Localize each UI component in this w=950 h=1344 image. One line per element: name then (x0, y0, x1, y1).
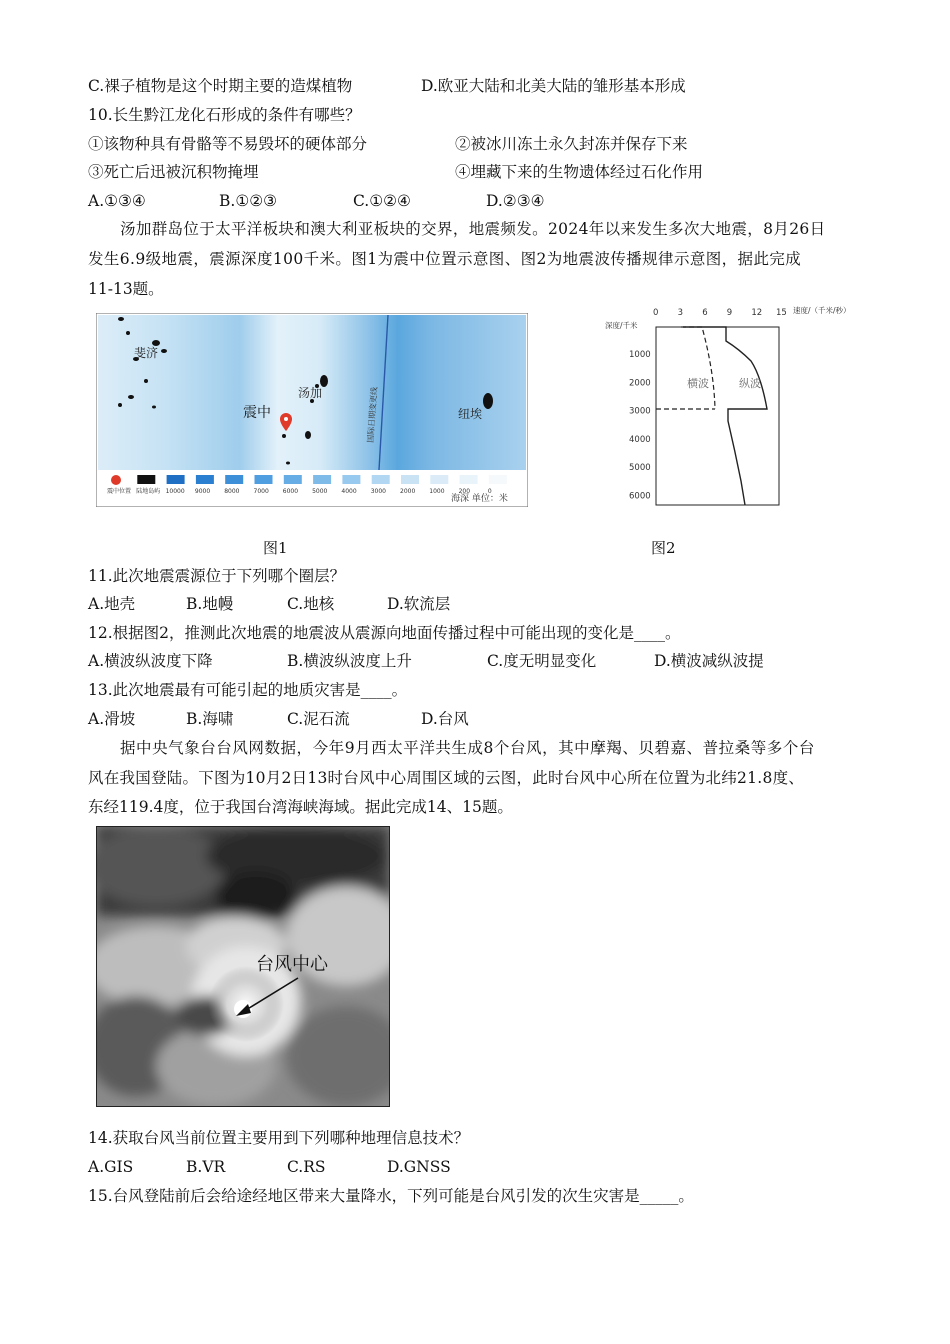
q13-option-d: D.台风 (421, 710, 469, 728)
y-tick-label: 2000 (629, 378, 651, 389)
x-tick-label: 9 (726, 308, 733, 318)
legend-swatch (342, 475, 360, 484)
q10-option-d: D.②③④ (486, 192, 545, 210)
label-epicenter: 震中 (243, 405, 271, 421)
q9-option-c: C.裸子植物是这个时期主要的造煤植物 (88, 77, 353, 95)
legend-label: 0 (487, 488, 492, 495)
q14-option-d: D.GNSS (387, 1158, 451, 1176)
y-tick-label: 4000 (629, 434, 651, 445)
legend-swatch (401, 475, 419, 484)
q11-stem: 11.此次地震震源位于下列哪个圈层？ (88, 567, 346, 585)
q11-option-c: C.地核 (287, 595, 335, 613)
legend-swatch (430, 475, 448, 484)
legend-label: 1000 (429, 488, 445, 495)
q13-option-a: A.滑坡 (88, 710, 136, 728)
q13-option-c: C.泥石流 (287, 710, 350, 728)
q10-option-b: B.①②③ (219, 192, 278, 210)
label-p-wave: 纵波 (739, 377, 761, 390)
q10-item-1: ①该物种具有骨骼等不易毁坏的硬体部分 (88, 135, 368, 153)
figure2-seismic-wave-chart (601, 301, 861, 517)
q11-option-d: D.软流层 (387, 595, 451, 613)
label-s-wave: 横波 (687, 377, 709, 390)
legend-label: 2000 (400, 488, 416, 495)
legend-label: 5000 (312, 488, 328, 495)
label-fiji: 斐济 (134, 346, 159, 360)
legend-label: 6000 (282, 488, 299, 495)
legend-unit: 海深 单位：米 (451, 494, 508, 504)
q11-option-b: B.地幔 (186, 595, 234, 613)
legend-swatch (284, 475, 302, 484)
legend-swatch (313, 475, 331, 484)
legend-label: 10000 (165, 488, 185, 495)
q10-item-2: ②被冰川冻土永久封冻并保存下来 (455, 135, 688, 153)
legend-label: 4000 (341, 488, 357, 495)
label-tonga: 汤加 (298, 386, 323, 400)
q11-option-a: A.地壳 (88, 595, 136, 613)
legend-swatch (255, 475, 273, 484)
figure2-caption: 图2 (651, 539, 676, 557)
legend-swatch (137, 475, 155, 484)
q10-item-4: ④埋藏下来的生物遗体经过石化作用 (455, 163, 704, 181)
label-niue: 纽埃 (458, 407, 483, 421)
y-tick-labels (629, 350, 651, 502)
q14-option-b: B.VR (186, 1158, 226, 1176)
y-tick-label: 6000 (629, 491, 651, 502)
q12-option-b: B.横波纵波度上升 (287, 652, 412, 670)
legend-label: 震中位置 (107, 488, 132, 495)
x-tick-label: 0 (653, 308, 659, 318)
label-dateline: 国际日期变更线 (366, 386, 379, 444)
y-tick-label: 5000 (629, 463, 651, 474)
legend-swatch (167, 475, 185, 484)
legend-label: 3000 (370, 488, 386, 495)
x-tick-label: 12 (751, 308, 763, 318)
x-tick-label: 6 (702, 308, 708, 318)
q15-stem: 15.台风登陆前后会给途经地区带来大量降水，下列可能是台风引发的次生灾害是_____。 (88, 1187, 694, 1205)
legend-label: 7000 (253, 488, 269, 495)
s-wave-curve (681, 327, 715, 409)
legend-swatch (111, 475, 121, 485)
q9-option-d: D.欧亚大陆和北美大陆的雏形基本形成 (421, 77, 686, 95)
legend-swatch (372, 475, 390, 484)
q13-stem: 13.此次地震最有可能引起的地质灾害是____。 (88, 681, 408, 699)
q14-stem: 14.获取台风当前位置主要用到下列哪种地理信息技术？ (88, 1129, 470, 1147)
legend-label: 200 (458, 488, 471, 495)
passage1-line2: 发生6.9级地震，震源深度100千米。图1为震中位置示意图、图2为地震波传播规律示意图，据此完成 (88, 250, 802, 268)
figure1-caption: 图1 (263, 539, 288, 557)
q10-option-a: A.①③④ (88, 192, 146, 210)
typhoon-center-label: 台风中心 (256, 954, 328, 975)
figure1-epicenter-map (96, 313, 528, 511)
legend-label: 8000 (224, 488, 240, 495)
passage2-line2: 风在我国登陆。下图为10月2日13时台风中心周围区域的云图，此时台风中心所在位置为北纬21.8度、 (88, 769, 805, 787)
y-tick-label: 3000 (629, 406, 651, 417)
q10-stem: 10.长生黔江龙化石形成的条件有哪些？ (88, 106, 361, 124)
y-axis-unit: 深度/千米 (605, 321, 638, 330)
x-tick-label: 3 (677, 308, 684, 318)
legend-swatch (489, 475, 507, 484)
q12-option-a: A.横波纵波度下降 (88, 652, 213, 670)
x-tick-label: 15 (776, 308, 787, 318)
passage1-line3: 11-13题。 (88, 280, 164, 298)
passage2-line1: 据中央气象台台风网数据，今年9月西太平洋共生成8个台风，其中摩羯、贝碧嘉、普拉桑等多个台 (120, 739, 815, 757)
q14-option-a: A.GIS (88, 1158, 134, 1176)
x-tick-labels (653, 308, 787, 318)
legend-label: 9000 (194, 488, 211, 495)
typhoon-satellite-image (96, 826, 390, 1111)
p-wave-curve (683, 327, 767, 505)
legend-label: 陆地岛屿 (136, 488, 161, 495)
q10-option-c: C.①②④ (353, 192, 411, 210)
legend-swatch (460, 475, 478, 484)
q12-option-c: C.度无明显变化 (487, 652, 597, 670)
legend-swatch (225, 475, 243, 484)
legend-swatch (196, 475, 214, 484)
passage1-line1: 汤加群岛位于太平洋板块和澳大利亚板块的交界，地震频发。2024年以来发生多次大地震，8月26日 (120, 220, 826, 238)
q14-option-c: C.RS (287, 1158, 326, 1176)
y-tick-label: 1000 (629, 350, 651, 360)
q12-option-d: D.横波减纵波提 (654, 652, 764, 670)
x-axis-unit: 速度/（千米/秒） (793, 306, 851, 315)
q12-stem: 12.根据图2，推测此次地震的地震波从震源向地面传播过程中可能出现的变化是____。 (88, 624, 681, 642)
passage2-line3: 东经119.4度，位于我国台湾海峡海域。据此完成14、15题。 (88, 798, 513, 816)
q10-item-3: ③死亡后迅被沉积物掩埋 (88, 163, 259, 181)
q13-option-b: B.海啸 (186, 710, 234, 728)
